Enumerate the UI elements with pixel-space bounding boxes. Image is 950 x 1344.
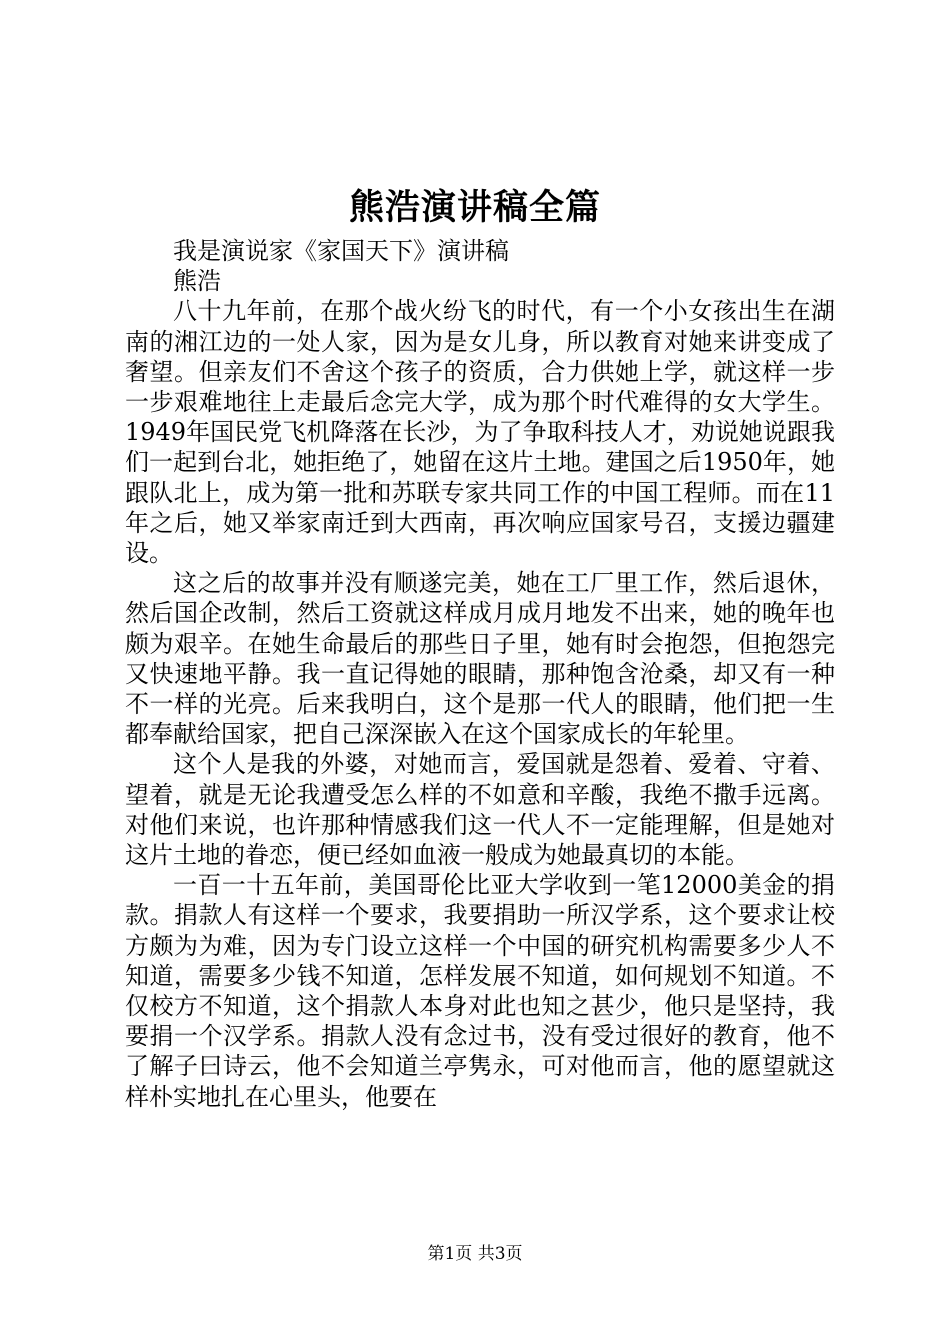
paragraph-1: 八十九年前，在那个战火纷飞的时代，有一个小女孩出生在湖南的湘江边的一处人家，因为是女儿身，所以教育对她来讲变成了奢望。但亲友们不舍这个孩子的资质，合力供她上学，就这样一步一步艰难地往上走最后念完大学，成为那个时代难得的女大学生。1949年国民党飞机降落在长沙，为了争取科技人才，劝说她说跟我们一起到台北，她拒绝了，她留在这片土地。建国之后1950年，她跟队北上，成为第一批和苏联专家共同工作的中国工程师。而在11年之后，她又举家南迁到大西南，再次响应国家号召，支援边疆建设。 [125, 297, 835, 568]
subtitle-line: 我是演说家《家国天下》演讲稿 [173, 237, 509, 265]
paragraph-2: 这之后的故事并没有顺遂完美，她在工厂里工作，然后退休，然后国企改制，然后工资就这样成月成月地发不出来，她的晚年也颇为艰辛。在她生命最后的那些日子里，她有时会抱怨，但抱怨完又快速地平静。我一直记得她的眼睛，那种饱含沧桑，却又有一种不一样的光亮。后来我明白，这个是那一代人的眼睛，他们把一生都奉献给国家，把自己深深嵌入在这个国家成长的年轮里。 [125, 569, 835, 749]
page-total: 共3页 [477, 1244, 523, 1264]
paragraph-3: 这个人是我的外婆，对她而言，爱国就是怨着、爱着、守着、望着，就是无论我遭受怎么样的不如意和辛酸，我绝不撒手远离。对他们来说，也许那种情感我们这一代人不一定能理解，但是她对这片土地的眷恋，便已经如血液一般成为她最真切的本能。 [125, 750, 835, 870]
page-number: 第1页 [427, 1244, 473, 1264]
author-line: 熊浩 [173, 267, 221, 296]
document-title: 熊浩演讲稿全篇 [348, 187, 601, 228]
paragraph-4: 一百一十五年前，美国哥伦比亚大学收到一笔12000美金的捐款。捐款人有这样一个要求，我要捐助一所汉学系，这个要求让校方颇为为难，因为专门设立这样一个中国的研究机构需要多少人不知道，需要多少钱不知道，怎样发展不知道，如何规划不知道。不仅校方不知道，这个捐款人本身对此也知之甚少，他只是坚持，我要捐一个汉学系。捐款人没有念过书，没有受过很好的教育，他不了解子曰诗云，他不会知道兰亭隽永，可对他而言，他的愿望就这样朴实地扎在心里头，他要在 [125, 871, 835, 1111]
page-footer [0, 1242, 950, 1266]
document-body [125, 236, 835, 1112]
